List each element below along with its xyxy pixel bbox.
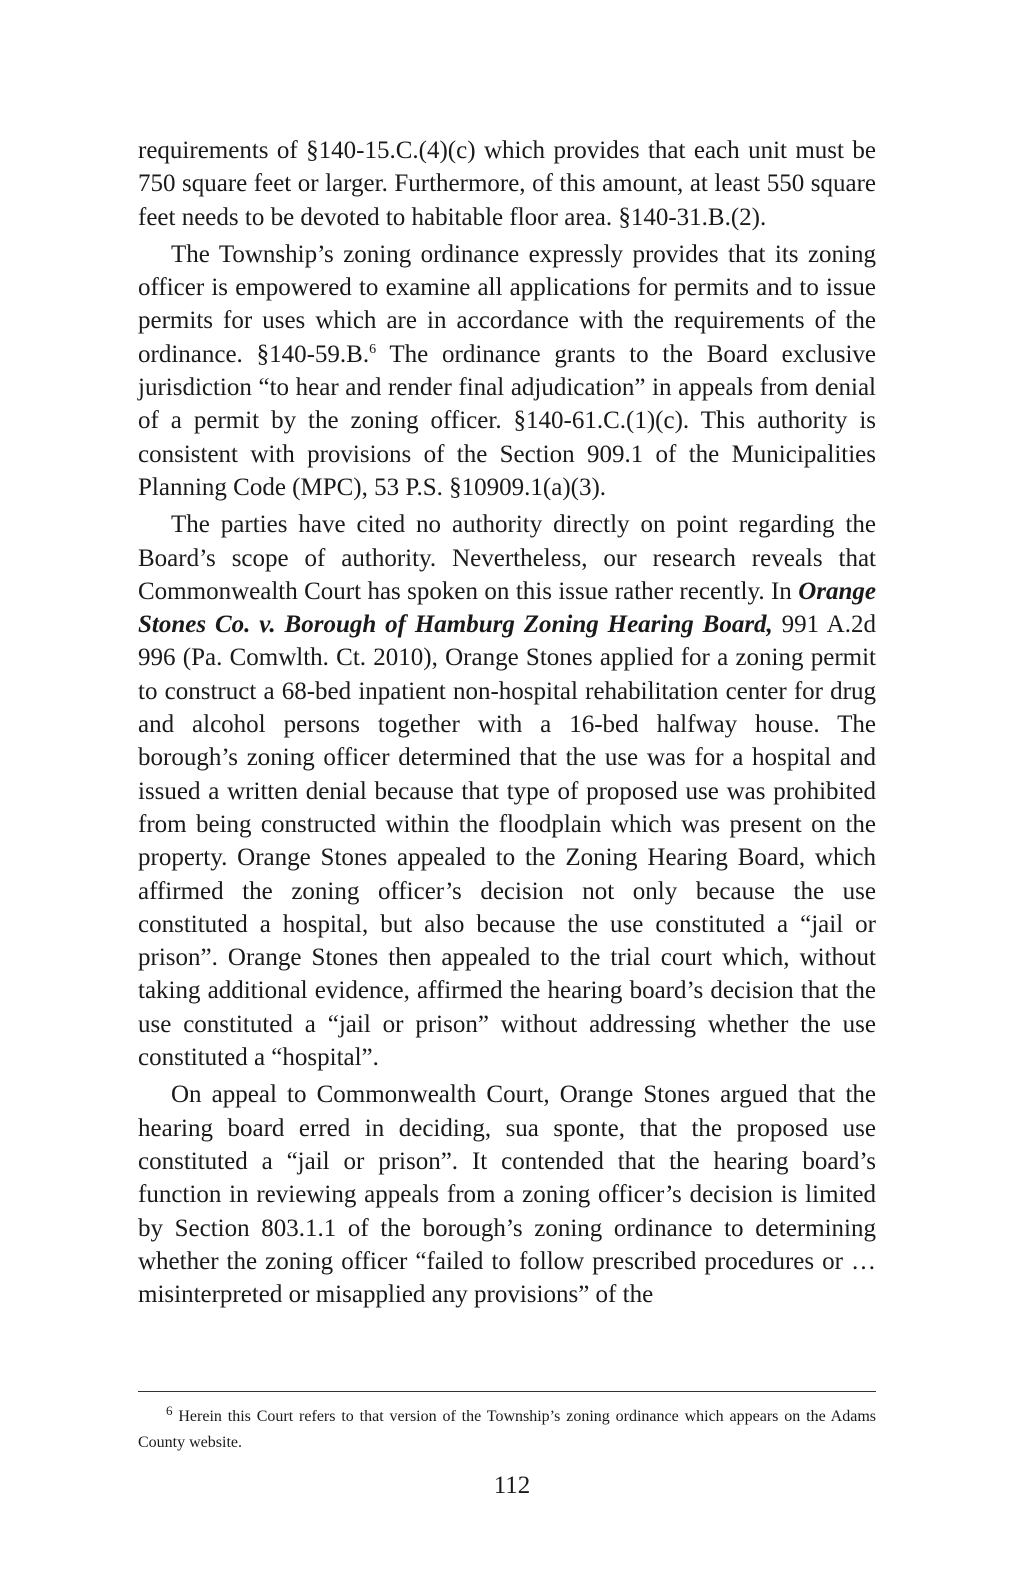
footnote (138, 1404, 876, 1456)
footnote-divider (138, 1391, 876, 1392)
footnote-text: Herein this Court refers to that version of the Township’s zoning ordinance which appears on the Adams County website. (138, 1408, 876, 1451)
paragraph-3-rest: 991 A.2d 996 (Pa. Comwlth. Ct. 2010), Orange Stones applied for a zoning permit to construct a 68-bed inpatient non-hospital rehabilitation center for drug and alcohol persons together with a 16-bed halfway house. The borough’s zoning officer determined that the use was for a hospital and issued a written denial because that type of proposed use was prohibited from being constructed within the floodplain which was present on the property. Orange Stones appealed to the Zoning Hearing Board, which affirmed the zoning officer’s decision not only because the use constituted a hospital, but also because the use constituted a “jail or prison”. Orange Stones then appealed to the trial court which, without taking additional evidence, affirmed the hearing board’s decision that the use constituted a “jail or prison” without addressing whether the use constituted a “hospital”. (138, 611, 876, 1072)
footnote-reference: 6 (369, 341, 377, 357)
case-citation-name: Orange Stones Co. v. Borough of Hamburg Zoning Hearing Board, (138, 577, 876, 639)
footnote-number: 6 (166, 1403, 173, 1418)
document-body (138, 134, 876, 1311)
paragraph-4: On appeal to Commonwealth Court, Orange Stones argued that the hearing board erred in deciding, sua sponte, that the proposed use constituted a “jail or prison”. It contended that the hearing board’s function in reviewing appeals from a zoning officer’s decision is limited by Section 803.1.1 of the borough’s zoning ordinance to determining whether the zoning officer “failed to follow prescribed procedures or … misinterpreted or misapplied any provisions” of the (138, 1081, 876, 1309)
paragraph-3 (138, 508, 876, 1074)
paragraph-2 (138, 238, 876, 504)
paragraph-2-rest: The ordinance grants to the Board exclusive jurisdiction “to hear and render final adjudication” in appeals from denial of a permit by the zoning officer. §140-61.C.(1)(c). This authority is consistent with provisions of the Section 909.1 of the Municipalities Planning Code (MPC), 53 P.S. §10909.1(a)(3). (138, 340, 876, 501)
paragraph-2-text: The Township’s zoning ordinance expressly provides that its zoning officer is empowered to examine all applications for permits and to issue permits for uses which are in accordance with the requirements of the ordinance. §140-59.B. (138, 240, 876, 368)
paragraph-3-intro: The parties have cited no authority directly on point regarding the Board’s scope of authority. Nevertheless, our research reveals that Commonwealth Court has spoken on this issue rather recently. In (138, 511, 876, 605)
page-number: 112 (493, 1472, 531, 1499)
paragraph-1: requirements of §140-15.C.(4)(c) which provides that each unit must be 750 square feet or larger. Furthermore, of this amount, at least 550 square feet needs to be devoted to habitable floor area. §140-31.B.(2). (138, 137, 876, 231)
